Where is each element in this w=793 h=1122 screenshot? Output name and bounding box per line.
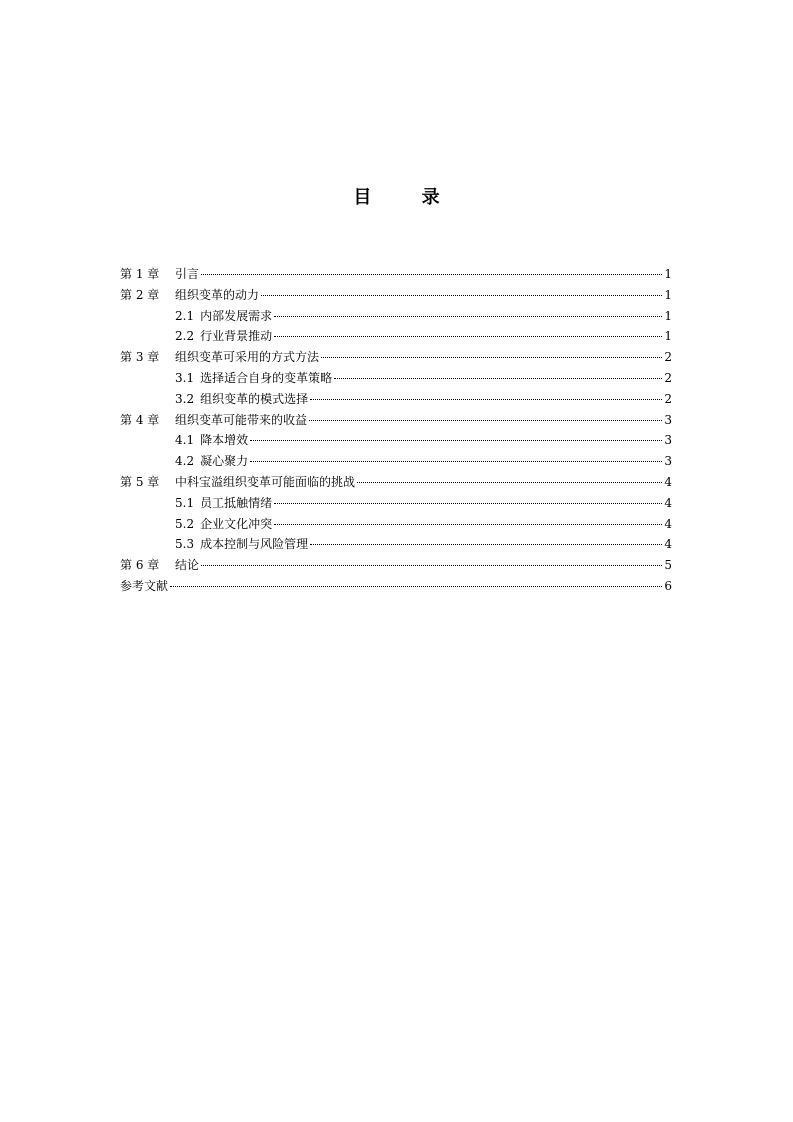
- page-number: 6: [664, 578, 672, 593]
- page-number: 1: [664, 287, 672, 302]
- toc-entry-references[interactable]: [120, 576, 672, 597]
- entry-title: 组织变革的动力: [175, 287, 260, 302]
- chapter-number: 第 1 章: [120, 267, 160, 281]
- chapter-number: 第 3 章: [120, 350, 160, 365]
- page-number: 3: [664, 454, 672, 469]
- entry-title: 员工抵触情绪: [200, 495, 273, 510]
- toc-entry-section-5-1[interactable]: [120, 493, 672, 514]
- dot-leader: [274, 316, 662, 317]
- page-number: 2: [664, 391, 672, 406]
- toc-entry-section-4-1[interactable]: [120, 430, 672, 451]
- page-number: 1: [664, 329, 672, 344]
- section-number: 3.1: [175, 370, 195, 385]
- page-number: 5: [664, 558, 672, 573]
- page-number: 4: [664, 495, 672, 510]
- entry-title: 内部发展需求: [200, 308, 273, 323]
- page-number: 4: [664, 474, 672, 489]
- entry-title: 降本增效: [200, 433, 249, 448]
- toc-entry-section-2-1[interactable]: [120, 306, 672, 327]
- page-number: 4: [664, 537, 672, 552]
- toc-entry-section-2-2[interactable]: [120, 326, 672, 347]
- toc-entry-section-3-2[interactable]: [120, 389, 672, 410]
- section-number: 2.2: [175, 329, 195, 344]
- toc-entry-chapter-2[interactable]: [120, 285, 672, 306]
- section-number: 4.2: [175, 454, 195, 469]
- entry-title: 引言: [175, 267, 200, 281]
- dot-leader: [274, 503, 662, 504]
- section-number: 2.1: [175, 308, 195, 323]
- section-number: 3.2: [175, 391, 195, 406]
- toc-entry-section-5-2[interactable]: [120, 514, 672, 535]
- chapter-number: 第 2 章: [120, 287, 160, 302]
- dot-leader: [250, 461, 662, 462]
- dot-leader: [357, 482, 662, 483]
- page-number: 3: [664, 433, 672, 448]
- page-number: 2: [664, 370, 672, 385]
- page-number: 4: [664, 516, 672, 531]
- section-number: 5.3: [175, 537, 195, 552]
- dot-leader: [309, 420, 662, 421]
- entry-title: 组织变革可能带来的收益: [175, 412, 308, 427]
- toc-entry-section-5-3[interactable]: [120, 534, 672, 555]
- page-number: 1: [664, 267, 672, 281]
- entry-title: 选择适合自身的变革策略: [200, 370, 333, 385]
- entry-title: 企业文化冲突: [200, 516, 273, 531]
- toc-entry-chapter-4[interactable]: [120, 410, 672, 431]
- page-number: 2: [664, 350, 672, 365]
- dot-leader: [201, 274, 662, 275]
- toc-entry-chapter-6[interactable]: [120, 555, 672, 576]
- dot-leader: [310, 544, 662, 545]
- toc-entry-section-3-1[interactable]: [120, 368, 672, 389]
- dot-leader: [170, 586, 662, 587]
- entry-title: 组织变革可采用的方式方法: [175, 350, 320, 365]
- entry-title: 中科宝溢组织变革可能面临的挑战: [175, 474, 356, 489]
- dot-leader: [321, 357, 662, 358]
- entry-title: 参考文献: [120, 578, 169, 593]
- entry-title: 结论: [175, 558, 200, 573]
- table-of-contents: [120, 264, 672, 597]
- dot-leader: [274, 336, 662, 337]
- dot-leader: [250, 440, 662, 441]
- toc-entry-chapter-3[interactable]: [120, 347, 672, 368]
- entry-title: 组织变革的模式选择: [200, 391, 309, 406]
- section-number: 5.1: [175, 495, 195, 510]
- dot-leader: [261, 295, 662, 296]
- dot-leader: [201, 565, 662, 566]
- toc-entry-section-4-2[interactable]: [120, 451, 672, 472]
- dot-leader: [334, 378, 662, 379]
- chapter-number: 第 5 章: [120, 474, 160, 489]
- toc-entry-chapter-1[interactable]: [120, 264, 672, 285]
- entry-title: 凝心聚力: [200, 454, 249, 469]
- dot-leader: [274, 524, 662, 525]
- entry-title: 行业背景推动: [200, 329, 273, 344]
- page-number: 3: [664, 412, 672, 427]
- chapter-number: 第 6 章: [120, 558, 160, 573]
- page-number: 1: [664, 308, 672, 323]
- section-number: 4.1: [175, 433, 195, 448]
- entry-title: 成本控制与风险管理: [200, 537, 309, 552]
- section-number: 5.2: [175, 516, 195, 531]
- page-title: 目 录: [353, 187, 462, 208]
- dot-leader: [310, 399, 662, 400]
- chapter-number: 第 4 章: [120, 412, 160, 427]
- toc-entry-chapter-5[interactable]: [120, 472, 672, 493]
